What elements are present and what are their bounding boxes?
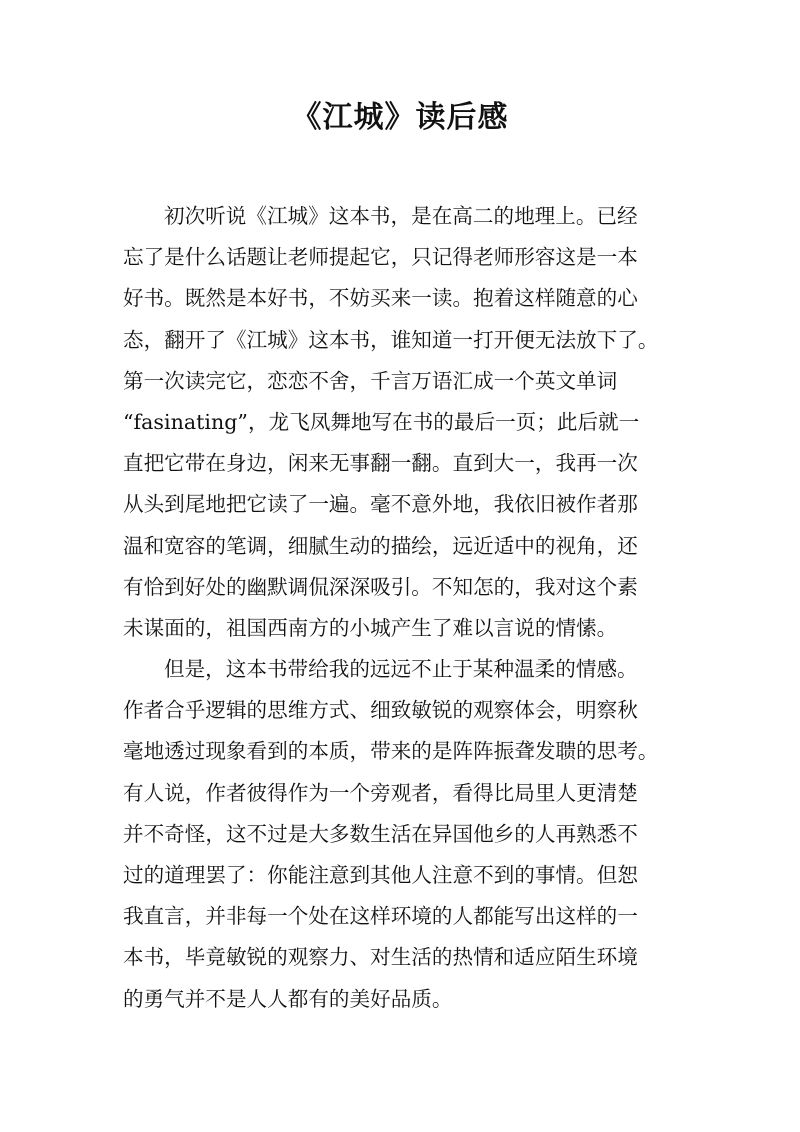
- paragraph-2-line-3: 毫地透过现象看到的本质，带来的是阵阵振聋发聩的思考。: [123, 739, 659, 764]
- paragraph-1-line-4: 态，翻开了《江城》这本书，谁知道一打开便无法放下了。: [123, 327, 659, 352]
- paragraph-1-line-3: 好书。既然是本好书，不妨买来一读。抱着这样随意的心: [123, 286, 638, 311]
- paragraph-1-line-2: 忘了是什么话题让老师提起它，只记得老师形容这是一本: [123, 245, 638, 270]
- paragraph-2-line-1: 但是，这本书带给我的远远不止于某种温柔的情感。: [164, 657, 638, 682]
- paragraph-1-line-6: “fasinating”，龙飞凤舞地写在书的最后一页；此后就一: [123, 409, 640, 434]
- paragraph-2-line-9: 的勇气并不是人人都有的美好品质。: [123, 986, 453, 1011]
- paragraph-2-line-4: 有人说，作者彼得作为一个旁观者，看得比局里人更清楚: [123, 780, 638, 805]
- paragraph-2-line-8: 本书，毕竟敏锐的观察力、对生活的热情和适应陌生环境: [123, 945, 638, 970]
- paragraph-2-line-6: 过的道理罢了：你能注意到其他人注意不到的事情。但恕: [123, 863, 638, 887]
- page-title: 《江城》读后感: [291, 100, 509, 135]
- paragraph-2-line-5: 并不奇怪，这不过是大多数生活在异国他乡的人再熟悉不: [123, 821, 638, 846]
- paragraph-2-line-7: 我直言，并非每一个处在这样环境的人都能写出这样的一: [123, 904, 638, 929]
- paragraph-1-line-1: 初次听说《江城》这本书，是在高二的地理上。已经: [164, 204, 638, 228]
- paragraph-2-line-2: 作者合乎逻辑的思维方式、细致敏锐的观察体会，明察秋: [123, 698, 638, 723]
- paragraph-1-line-11: 未谋面的，祖国西南方的小城产生了难以言说的情愫。: [123, 615, 618, 640]
- paragraph-1-line-10: 有恰到好处的幽默调侃深深吸引。不知怎的，我对这个素: [123, 574, 638, 599]
- paragraph-1-line-9: 温和宽容的笔调，细腻生动的描绘，远近适中的视角，还: [123, 533, 638, 558]
- paragraph-1-line-7: 直把它带在身边，闲来无事翻一翻。直到大一，我再一次: [123, 451, 638, 476]
- article-body: [123, 196, 683, 1020]
- paragraph-1-line-8: 从头到尾地把它读了一遍。毫不意外地，我依旧被作者那: [123, 492, 638, 517]
- paragraph-1-line-5: 第一次读完它，恋恋不舍，千言万语汇成一个英文单词: [123, 368, 618, 393]
